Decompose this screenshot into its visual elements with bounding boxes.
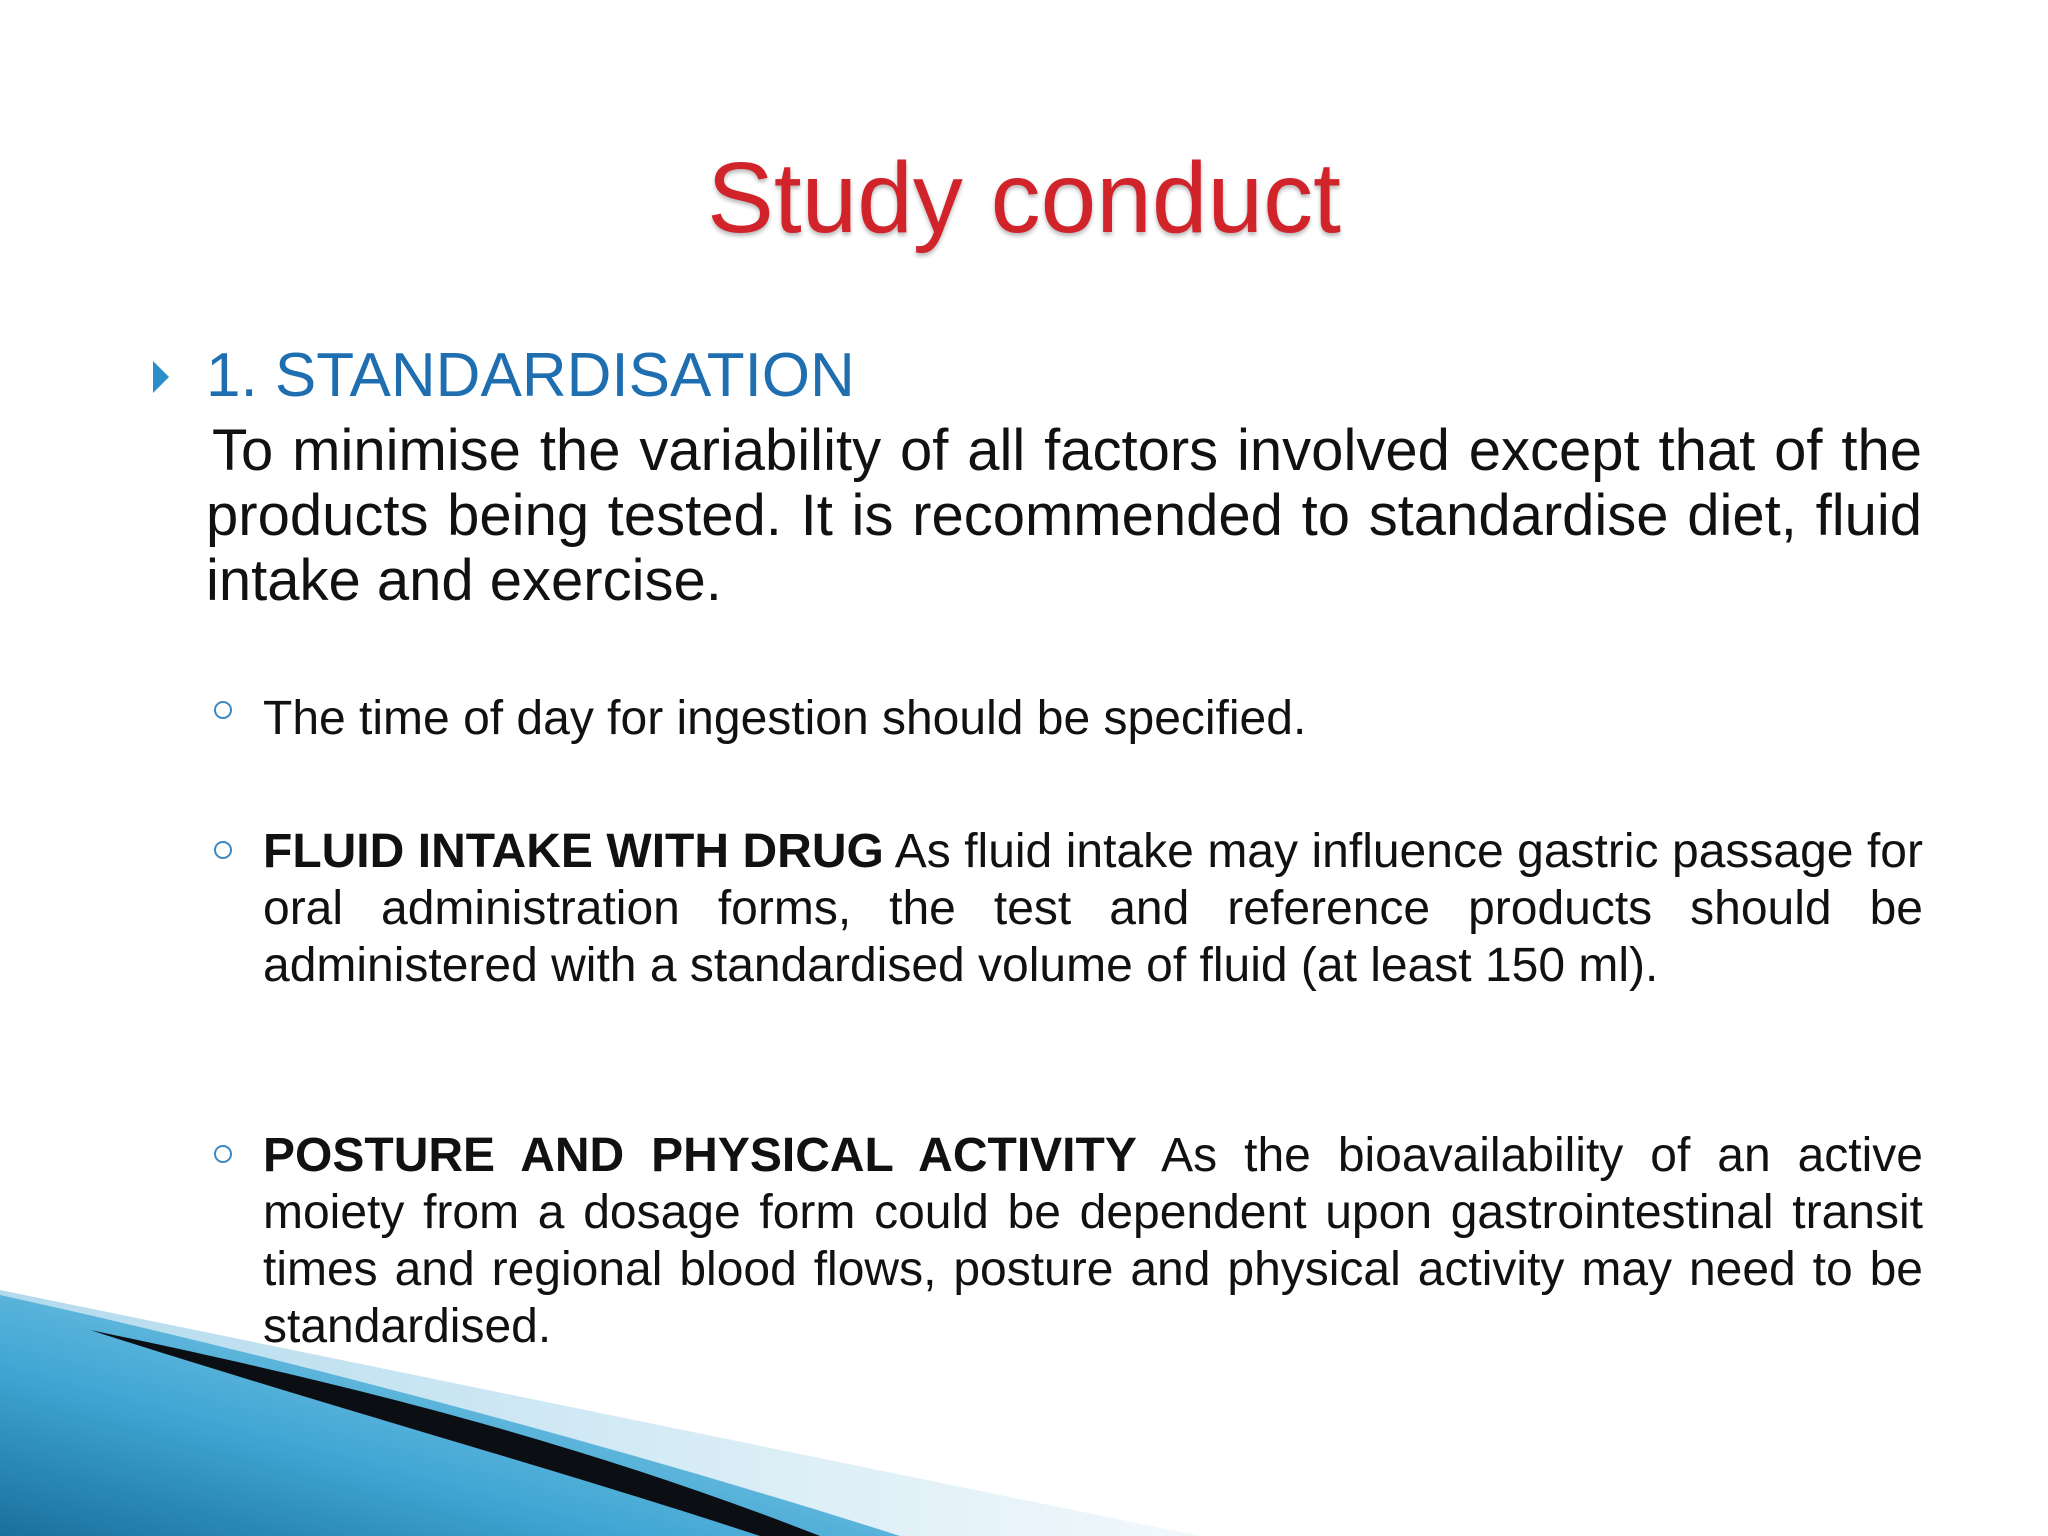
- circle-outline-icon: [214, 1145, 232, 1163]
- list-item-heading: POSTURE AND PHYSICAL ACTIVITY: [263, 1129, 1137, 1182]
- list-item-text: As fluid intake may influence gastric passage for oral administration forms, the test and reference products should be administered with a standardised volume of fluid (at least 150 ml).: [263, 825, 1923, 992]
- list-item-heading: FLUID INTAKE WITH DRUG: [263, 825, 884, 878]
- circle-outline-icon: [214, 701, 232, 719]
- triangle-right-icon: [151, 359, 171, 395]
- list-item-text: The time of day for ingestion should be specified.: [263, 692, 1307, 745]
- section-heading: 1. STANDARDISATION: [206, 341, 855, 410]
- list-item: [263, 690, 1923, 747]
- circle-outline-icon: [214, 841, 232, 859]
- list-item: [263, 1127, 1923, 1355]
- slide-title: Study conduct: [707, 142, 1341, 254]
- list-item: [263, 823, 1923, 994]
- list-item-text: As the bioavailability of an active moiety from a dosage form could be dependent upon gastrointestinal transit times and regional blood flows, posture and physical activity may need to be standardised.: [263, 1129, 1923, 1353]
- intro-paragraph: To minimise the variability of all factors involved except that of the products being tested. It is recommended to standardise diet, fluid intake and exercise.: [206, 418, 1922, 613]
